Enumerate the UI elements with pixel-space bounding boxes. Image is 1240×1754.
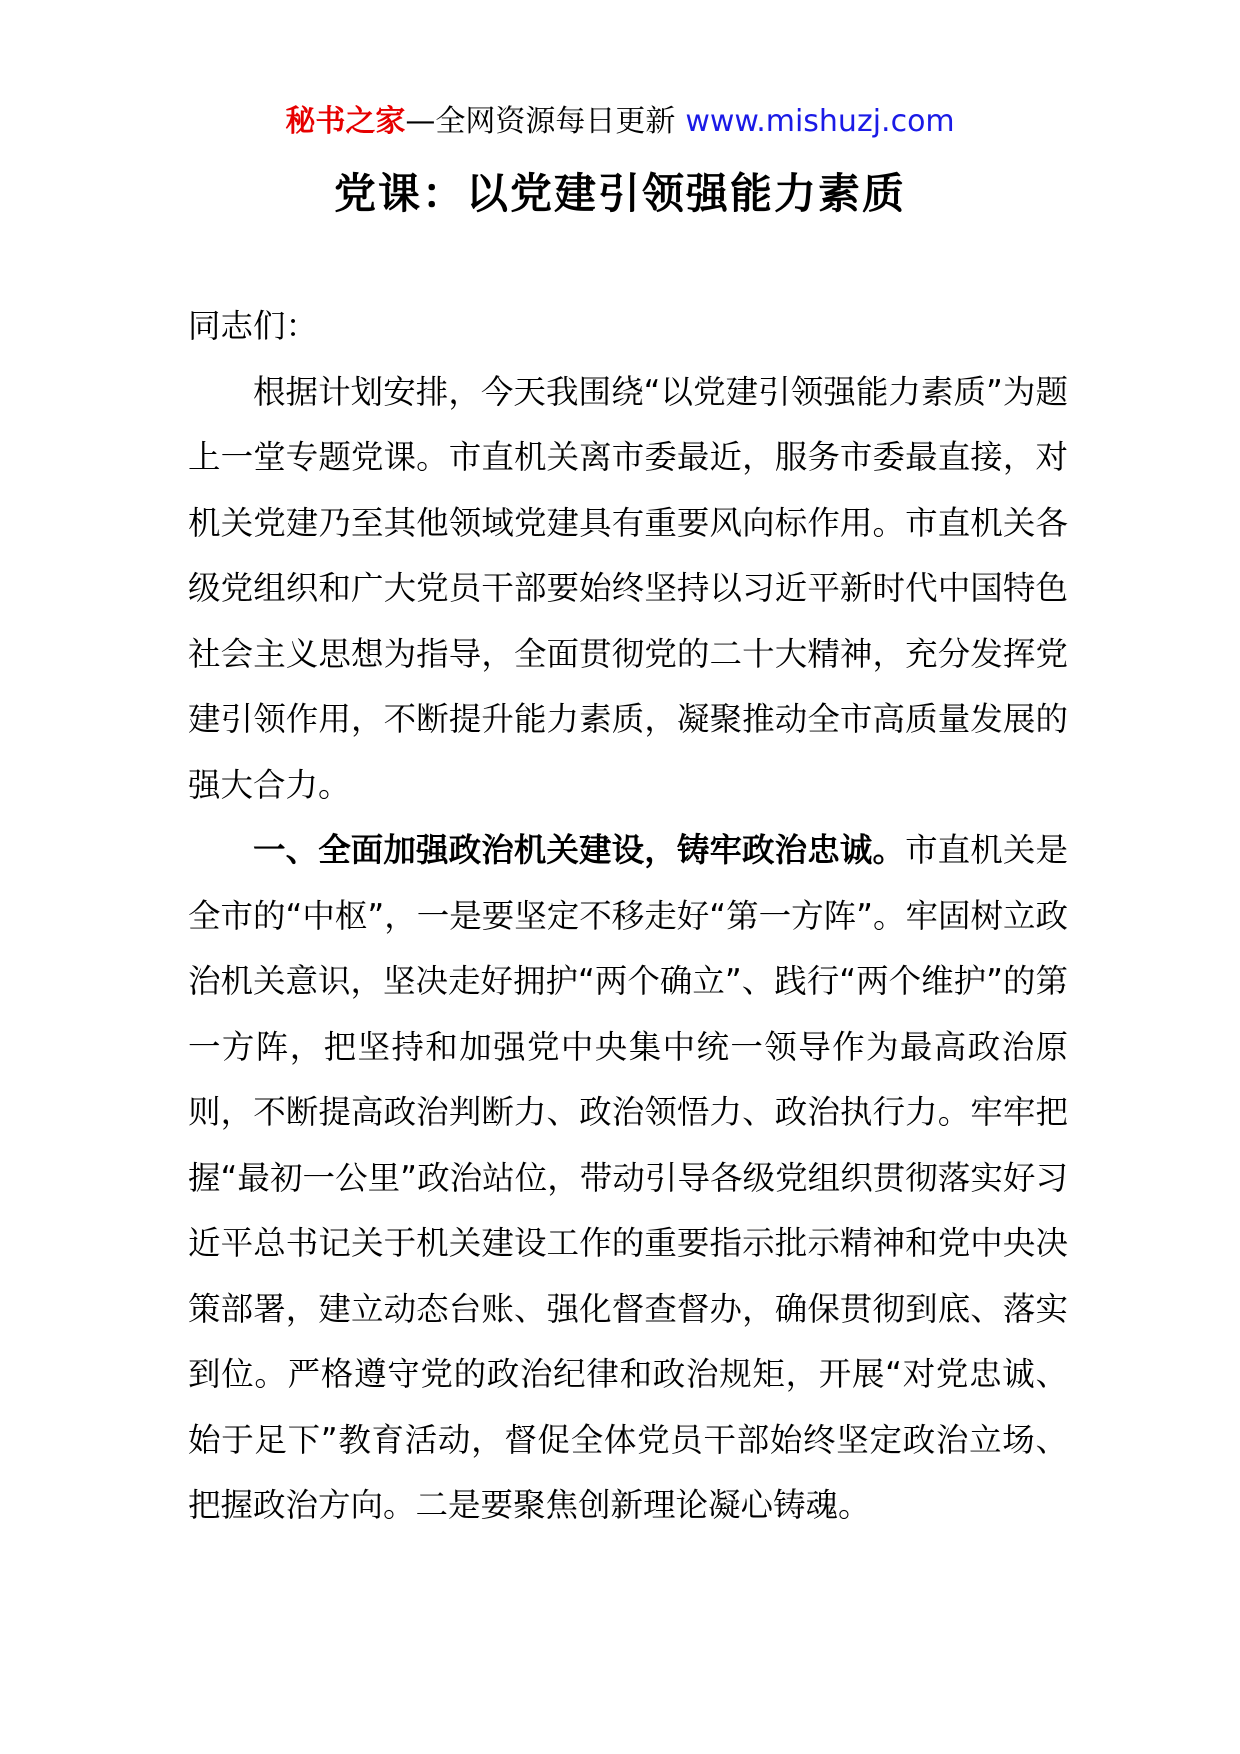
document-title: 党课：以党建引领强能力素质 xyxy=(333,169,906,218)
paragraph-intro: 根据计划安排，今天我围绕“以党建引领强能力素质”为题上一堂专题党课。市直机关离市委最近，服务市委最直接，对机关党建乃至其他领域党建具有重要风向标作用。市直机关各级党组织和广大党员干部要始终坚持以习近平新时代中国特色社会主义思想为指导，全面贯彻党的二十大精神，充分发挥党建引领作用，不断提升能力素质，凝聚推动全市高质量发展的强大合力。 xyxy=(188,372,1068,804)
document-body xyxy=(188,294,1068,1539)
section-1-heading: 一、全面加强政治机关建设，铸牢政治忠诚。 xyxy=(253,831,906,869)
paragraph-section-1 xyxy=(188,818,1068,1539)
header-tagline: —全网资源每日更新 xyxy=(405,104,676,139)
brand-name: 秘书之家 xyxy=(285,104,406,139)
site-header xyxy=(0,100,1240,144)
salutation: 同志们： xyxy=(188,307,319,345)
section-1-text: 市直机关是全市的“中枢”，一是要坚定不移走好“第一方阵”。牢固树立政治机关意识，坚决走好拥护“两个确立”、践行“两个维护”的第一方阵，把坚持和加强党中央集中统一领导作为最高政治原则，不断提高政治判断力、政治领悟力、政治执行力。牢牢把握“最初一公里”政治站位，带动引导各级党组织贯彻落实好习近平总书记关于机关建设工作的重要指示批示精神和党中央决策部署，建立动态台账、强化督查督办，确保贯彻到底、落实到位。严格遵守党的政治纪律和政治规矩，开展“对党忠诚、始于足下”教育活动，督促全体党员干部始终坚定政治立场、把握政治方向。二是要聚焦创新理论凝心铸魂。 xyxy=(188,831,1068,1524)
site-url-link[interactable]: www.mishuzj.com xyxy=(685,104,955,139)
